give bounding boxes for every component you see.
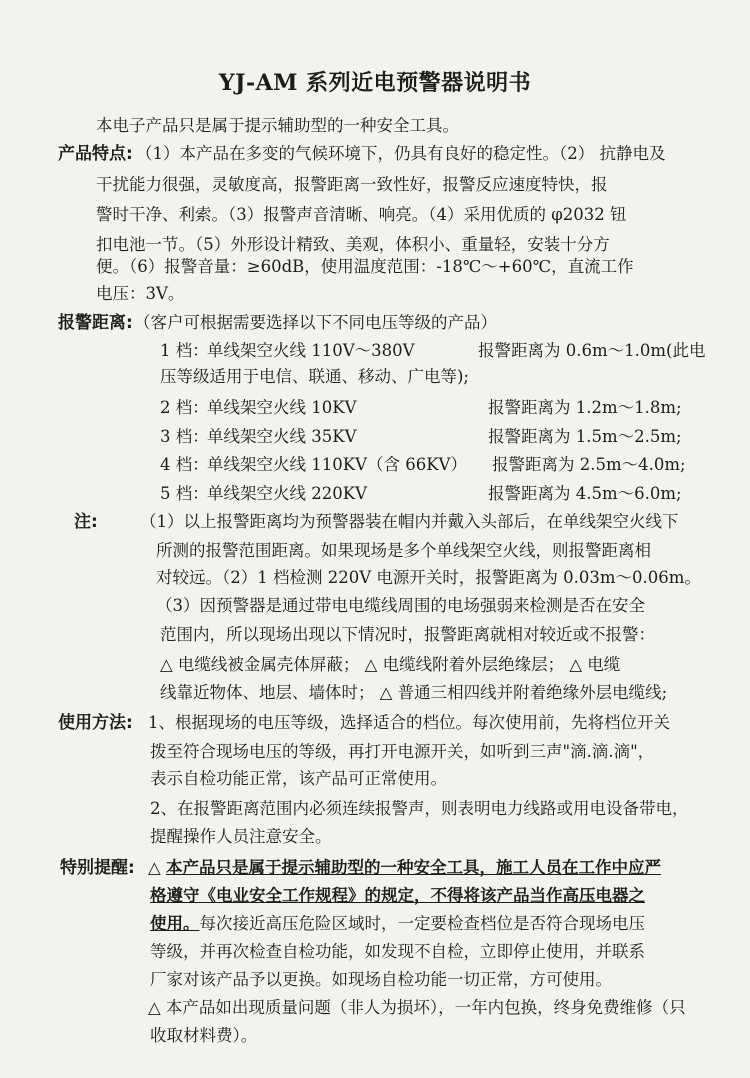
grade-line: 单线架空火线 110V～380V [207, 341, 415, 360]
intro-text: 本电子产品只是属于提示辅助型的一种安全工具。 [96, 116, 459, 135]
grade-range: 报警距离为 4.5m～6.0m; [488, 484, 682, 503]
notes-line: （3）因预警器是通过带电电缆线周围的电场强弱来检测是否在安全 [156, 596, 645, 615]
grade-range: 报警距离为 1.5m～2.5m; [488, 427, 682, 446]
notes-line: 范围内，所以现场出现以下情况时，报警距离就相对较近或不报警： [160, 625, 655, 644]
grade-line: 单线架空火线 10KV [207, 398, 357, 417]
grade-note: 压等级适用于电信、联通、移动、广电等); [160, 367, 469, 386]
features-line: 扣电池一节。（5）外形设计精致、美观，体积小、重量轻，安装十分方 [96, 235, 610, 254]
warning-emphasis: 格遵守《电业安全工作规程》的规定，不得将该产品当作高压电器之 [150, 886, 645, 905]
grade-range: 报警距离为 2.5m～4.0m; [492, 455, 686, 474]
features-line: 电压：3V。 [96, 284, 185, 303]
document-title: YJ-AM 系列近电预警器说明书 [218, 70, 532, 96]
grade-label: 1 档： [160, 341, 209, 360]
warning-text: 每次接近高压危险区域时，一定要检查档位是否符合现场电压 [199, 914, 645, 933]
grade-label: 2 档： [160, 398, 209, 417]
warning-triangle: △ [148, 858, 166, 877]
features-label: 产品特点: [58, 144, 133, 164]
grade-line: 单线架空火线 35KV [207, 427, 357, 446]
grade-label: 4 档： [160, 455, 209, 474]
usage-line: 1、根据现场的电压等级，选择适合的档位。每次使用前，先将档位开关 [148, 713, 670, 732]
usage-line: 拨至符合现场电压的等级，再打开电源开关，如听到三声"滴.滴.滴"， [150, 742, 655, 761]
warning-emphasis: 使用。 [150, 914, 200, 933]
features-line: （1）本产品在多变的气候环境下，仍具有良好的稳定性。（2） 抗静电及 [136, 144, 666, 163]
grade-range: 报警距离为 0.6m～1.0m(此电 [478, 341, 706, 360]
grade-label: 5 档： [160, 484, 209, 503]
warning-emphasis: 本产品只是属于提示辅助型的一种安全工具，施工人员在工作中应严 [165, 858, 661, 877]
notes-line: △ 电缆线被金属壳体屏蔽； △ 电缆线附着外层绝缘层； △ 电缆 [160, 655, 621, 674]
notes-line: （1）以上报警距离均为预警器装在帽内并戴入头部后，在单线架空火线下 [140, 512, 679, 531]
grade-line: 单线架空火线 110KV（含 66KV） [207, 455, 467, 474]
warning-text: △ 本产品如出现质量问题（非人为损坏），一年内包换，终身免费维修（只 [148, 998, 686, 1017]
features-line: 干扰能力很强，灵敏度高，报警距离一致性好，报警反应速度特快，报 [96, 175, 608, 194]
distance-subtitle: （客户可根据需要选择以下不同电压等级的产品） [134, 313, 497, 332]
grade-range: 报警距离为 1.2m～1.8m; [488, 398, 682, 417]
notes-line: 线靠近物体、地层、墙体时； △ 普通三相四线并附着绝缘外层电缆线; [160, 683, 668, 702]
warning-label: 特别提醒: [60, 858, 135, 878]
usage-label: 使用方法: [58, 713, 133, 733]
notes-line: 所测的报警范围距离。如果现场是多个单线架空火线，则报警距离相 [156, 541, 651, 560]
warning-text: 收取材料费）。 [150, 1026, 258, 1045]
usage-line: 表示自检功能正常，该产品可正常使用。 [150, 769, 447, 788]
warning-line-1 [148, 854, 661, 878]
usage-line: 提醒操作人员注意安全。 [150, 827, 332, 846]
distance-label: 报警距离: [58, 313, 133, 333]
warning-text: 等级，并再次检查自检功能，如发现不自检，立即停止使用，并联系 [150, 942, 645, 961]
warning-line-3 [150, 910, 645, 934]
warning-text: 厂家对该产品予以更换。如现场自检功能一切正常，方可使用。 [150, 970, 612, 989]
features-line: 便。（6）报警音量：≥60dB，使用温度范围：-18℃～+60℃，直流工作 [96, 257, 634, 276]
usage-line: 2、在报警距离范围内必须连续报警声，则表明电力线路或用电设备带电， [150, 799, 689, 818]
notes-line: 对较远。（2）1 档检测 220V 电源开关时，报警距离为 0.03m～0.06m。 [156, 568, 701, 587]
grade-label: 3 档： [160, 427, 209, 446]
features-line: 警时干净、利索。（3）报警声音清晰、响亮。（4）采用优质的 φ2032 钮 [96, 205, 627, 224]
grade-line: 单线架空火线 220KV [207, 484, 367, 503]
notes-label: 注: [74, 512, 98, 532]
